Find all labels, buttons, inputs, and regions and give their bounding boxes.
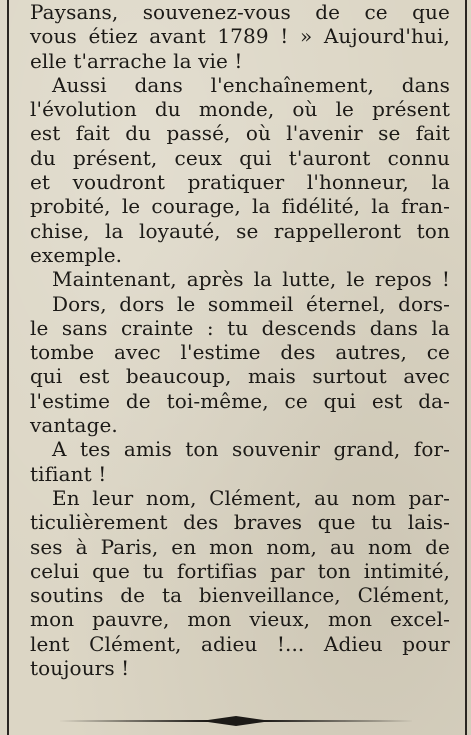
article-text-line: exemple. bbox=[30, 242, 123, 267]
article-text-line: probité, le courage, la fidélité, la fran- bbox=[30, 194, 450, 219]
column-rule-left bbox=[7, 0, 9, 735]
article-text-line: l'évolution du monde, où le présent bbox=[30, 97, 450, 122]
article-text-line: ses à Paris, en mon nom, au nom de bbox=[30, 534, 450, 559]
article-text-line: qui est beaucoup, mais surtout avec bbox=[30, 364, 450, 389]
article-text-line: du présent, ceux qui t'auront connu bbox=[30, 145, 450, 170]
section-end-ornament bbox=[58, 713, 414, 729]
article-text-line: chise, la loyauté, se rappelleront ton bbox=[30, 218, 450, 243]
article-text-line: Dors, dors le sommeil éternel, dors- bbox=[52, 291, 450, 316]
article-text-line: En leur nom, Clément, au nom par- bbox=[52, 485, 450, 510]
article-text-line: celui que tu fortifias par ton intimité, bbox=[30, 558, 450, 583]
article-text-line: vantage. bbox=[30, 413, 118, 438]
article-text-line: A tes amis ton souvenir grand, for- bbox=[52, 437, 450, 462]
article-text-line: le sans crainte : tu descends dans la bbox=[30, 315, 450, 340]
article-text-line: Aussi dans l'enchaînement, dans bbox=[52, 72, 450, 97]
article-text-line: elle t'arrache la vie ! bbox=[30, 48, 243, 73]
article-text-line: mon pauvre, mon vieux, mon excel- bbox=[30, 607, 450, 632]
article-text-line: toujours ! bbox=[30, 656, 130, 681]
article-text-line: tifiant ! bbox=[30, 461, 107, 486]
article-column bbox=[30, 0, 450, 680]
article-text-line: et voudront pratiquer l'honneur, la bbox=[30, 170, 450, 195]
column-rule-right bbox=[465, 0, 467, 735]
article-text-line: tombe avec l'estime des autres, ce bbox=[30, 340, 450, 365]
article-text-line: Maintenant, après la lutte, le repos ! bbox=[52, 267, 450, 292]
article-text-line: Paysans, souvenez-vous de ce que bbox=[30, 0, 450, 24]
article-text-line: lent Clément, adieu !... Adieu pour bbox=[30, 631, 450, 656]
article-text-line: l'estime de toi-même, ce qui est da- bbox=[30, 388, 450, 413]
article-text-line: vous étiez avant 1789 ! » Aujourd'hui, bbox=[30, 24, 450, 49]
article-text-line: est fait du passé, où l'avenir se fait bbox=[30, 121, 450, 146]
article-text-line: soutins de ta bienveillance, Clément, bbox=[30, 583, 450, 608]
article-text-line: ticulièrement des braves que tu lais- bbox=[30, 510, 450, 535]
